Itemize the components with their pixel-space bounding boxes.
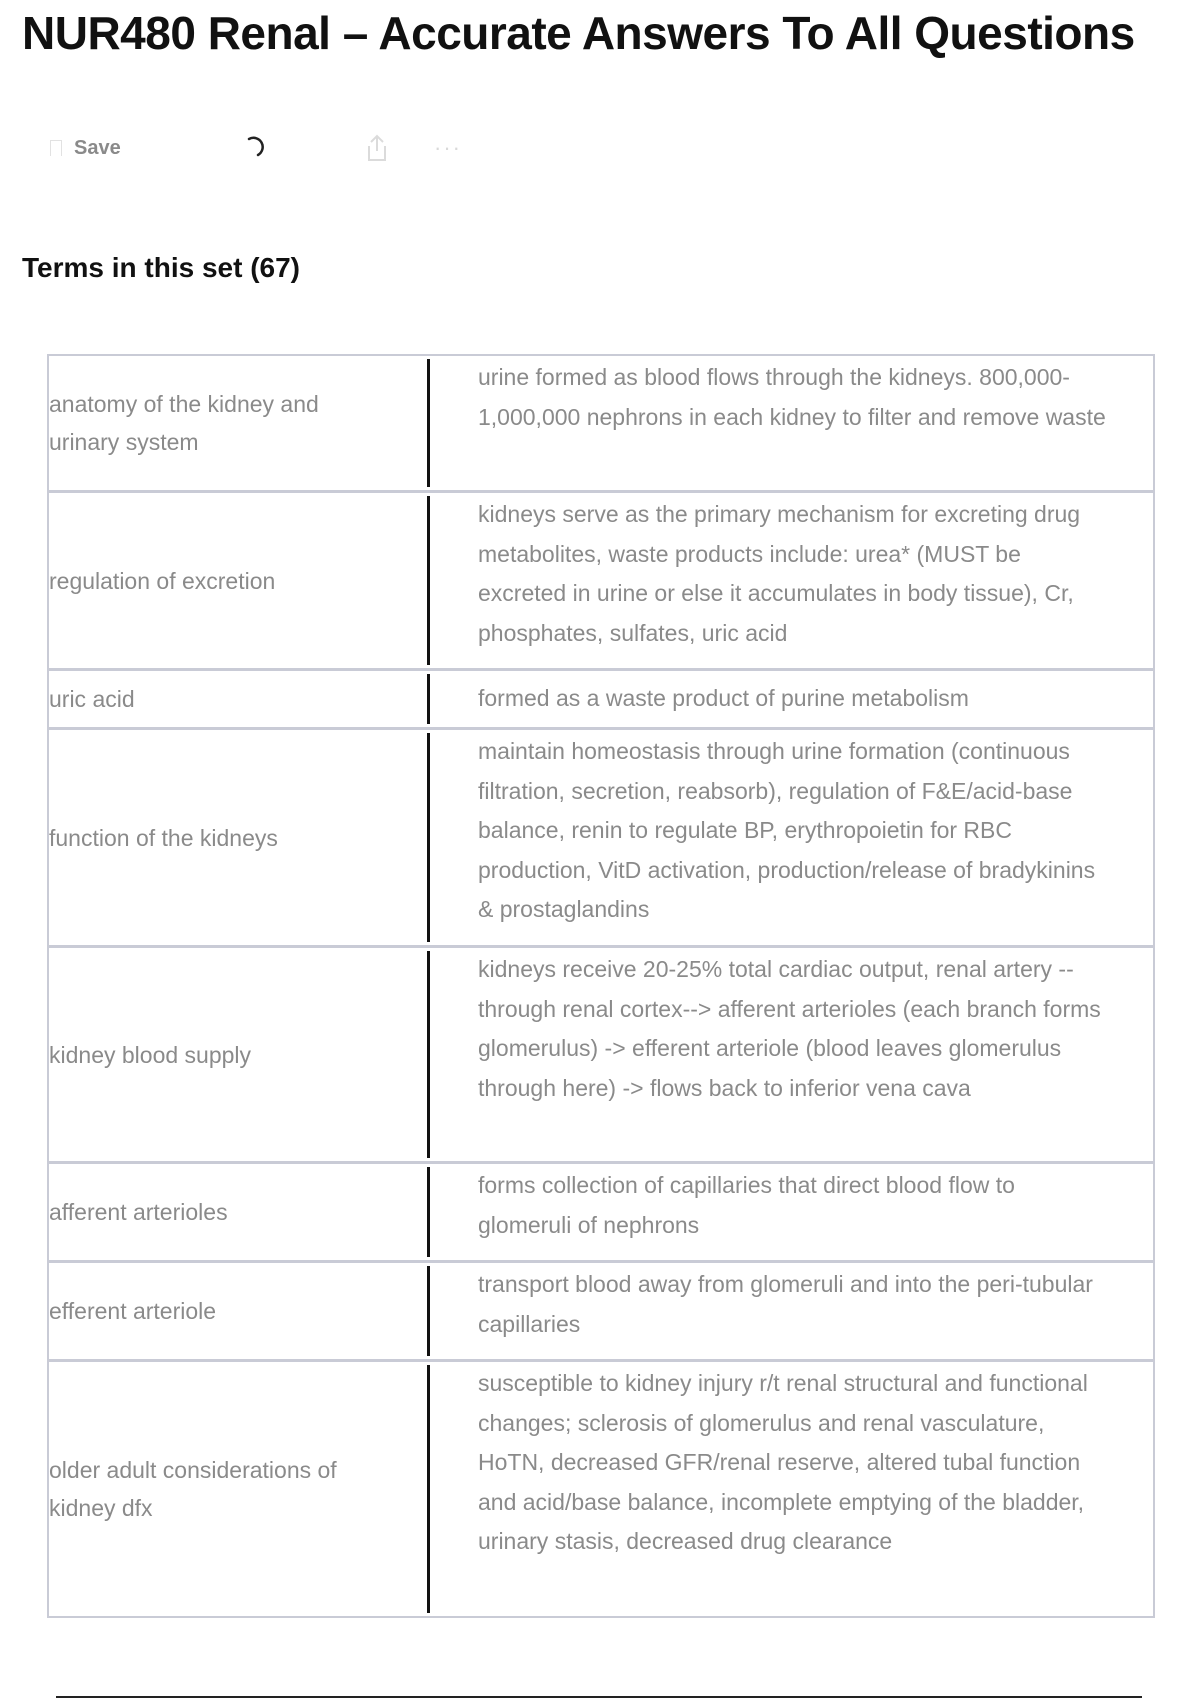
table-row <box>49 671 1153 730</box>
column-divider <box>427 674 430 724</box>
definition-cell: transport blood away from glomeruli and into the peri-tubular capillaries <box>478 1271 1093 1337</box>
column-divider <box>427 1266 430 1356</box>
column-divider <box>427 496 430 665</box>
column-divider <box>427 733 430 942</box>
table-row <box>49 1362 1153 1616</box>
table-row <box>49 730 1153 948</box>
definition-cell: formed as a waste product of purine metabolism <box>478 685 969 712</box>
column-divider <box>427 359 430 487</box>
table-row <box>49 356 1153 493</box>
save-button[interactable] <box>50 130 121 166</box>
term-cell: function of the kidneys <box>49 824 278 851</box>
share-button[interactable] <box>364 130 390 166</box>
term-cell: kidney blood supply <box>49 1041 252 1068</box>
column-divider <box>427 1167 430 1257</box>
terms-table <box>47 354 1155 1618</box>
table-row <box>49 948 1153 1164</box>
definition-cell: maintain homeostasis through urine formation (continuous filtration, secretion, reabsorb), regulation of F&E/acid-base balance, renin to regulate BP, erythropoietin for RBC production, VitD activation, production/release of bradykinins & prostaglandins <box>478 738 1096 922</box>
table-row <box>49 1164 1153 1263</box>
definition-cell: kidneys receive 20-25% total cardiac output, renal artery --through renal cortex--> afferent arterioles (each branch forms glomerulus) -> efferent arteriole (blood leaves glomerulus through here) -> flows back to inferior vena cava <box>478 956 1101 1101</box>
column-divider <box>427 951 430 1158</box>
term-cell: anatomy of the kidney and urinary system <box>49 391 319 455</box>
page-title: NUR480 Renal – Accurate Answers To All Questions <box>22 7 1135 59</box>
term-cell: efferent arteriole <box>49 1298 217 1324</box>
save-label: Save <box>74 136 121 159</box>
bookmark-icon <box>50 140 62 156</box>
definition-cell: urine formed as blood flows through the kidneys. 800,000-1,000,000 nephrons in each kidney to filter and remove waste <box>478 364 1106 430</box>
term-cell: older adult considerations of kidney dfx <box>49 1457 337 1521</box>
table-row <box>49 1263 1153 1362</box>
table-row <box>49 493 1153 671</box>
term-cell: regulation of excretion <box>49 567 276 594</box>
definition-cell: kidneys serve as the primary mechanism for excreting drug metabolites, waste products include: urea* (MUST be excreted in urine or else it accumulates in body tissue), Cr, phosphates, sulfates, uric acid <box>478 501 1081 646</box>
share-icon <box>364 133 390 163</box>
term-cell: uric acid <box>49 686 135 712</box>
toolbar <box>0 118 600 178</box>
definition-cell: susceptible to kidney injury r/t renal structural and functional changes; sclerosis of glomerulus and renal vasculature, HoTN, decreased GFR/renal reserve, altered tubal function and acid/base balance, incomplete emptying of the bladder, urinary stasis, decreased drug clearance <box>478 1370 1088 1554</box>
column-divider <box>427 1365 430 1613</box>
more-options-button[interactable]: ··· <box>434 135 462 160</box>
definition-cell: forms collection of capillaries that direct blood flow to glomeruli of nephrons <box>478 1172 1015 1238</box>
term-cell: afferent arterioles <box>49 1199 228 1225</box>
terms-heading: Terms in this set (67) <box>22 252 301 283</box>
divider-line <box>56 1696 1142 1698</box>
loading-spinner-icon <box>244 130 266 166</box>
